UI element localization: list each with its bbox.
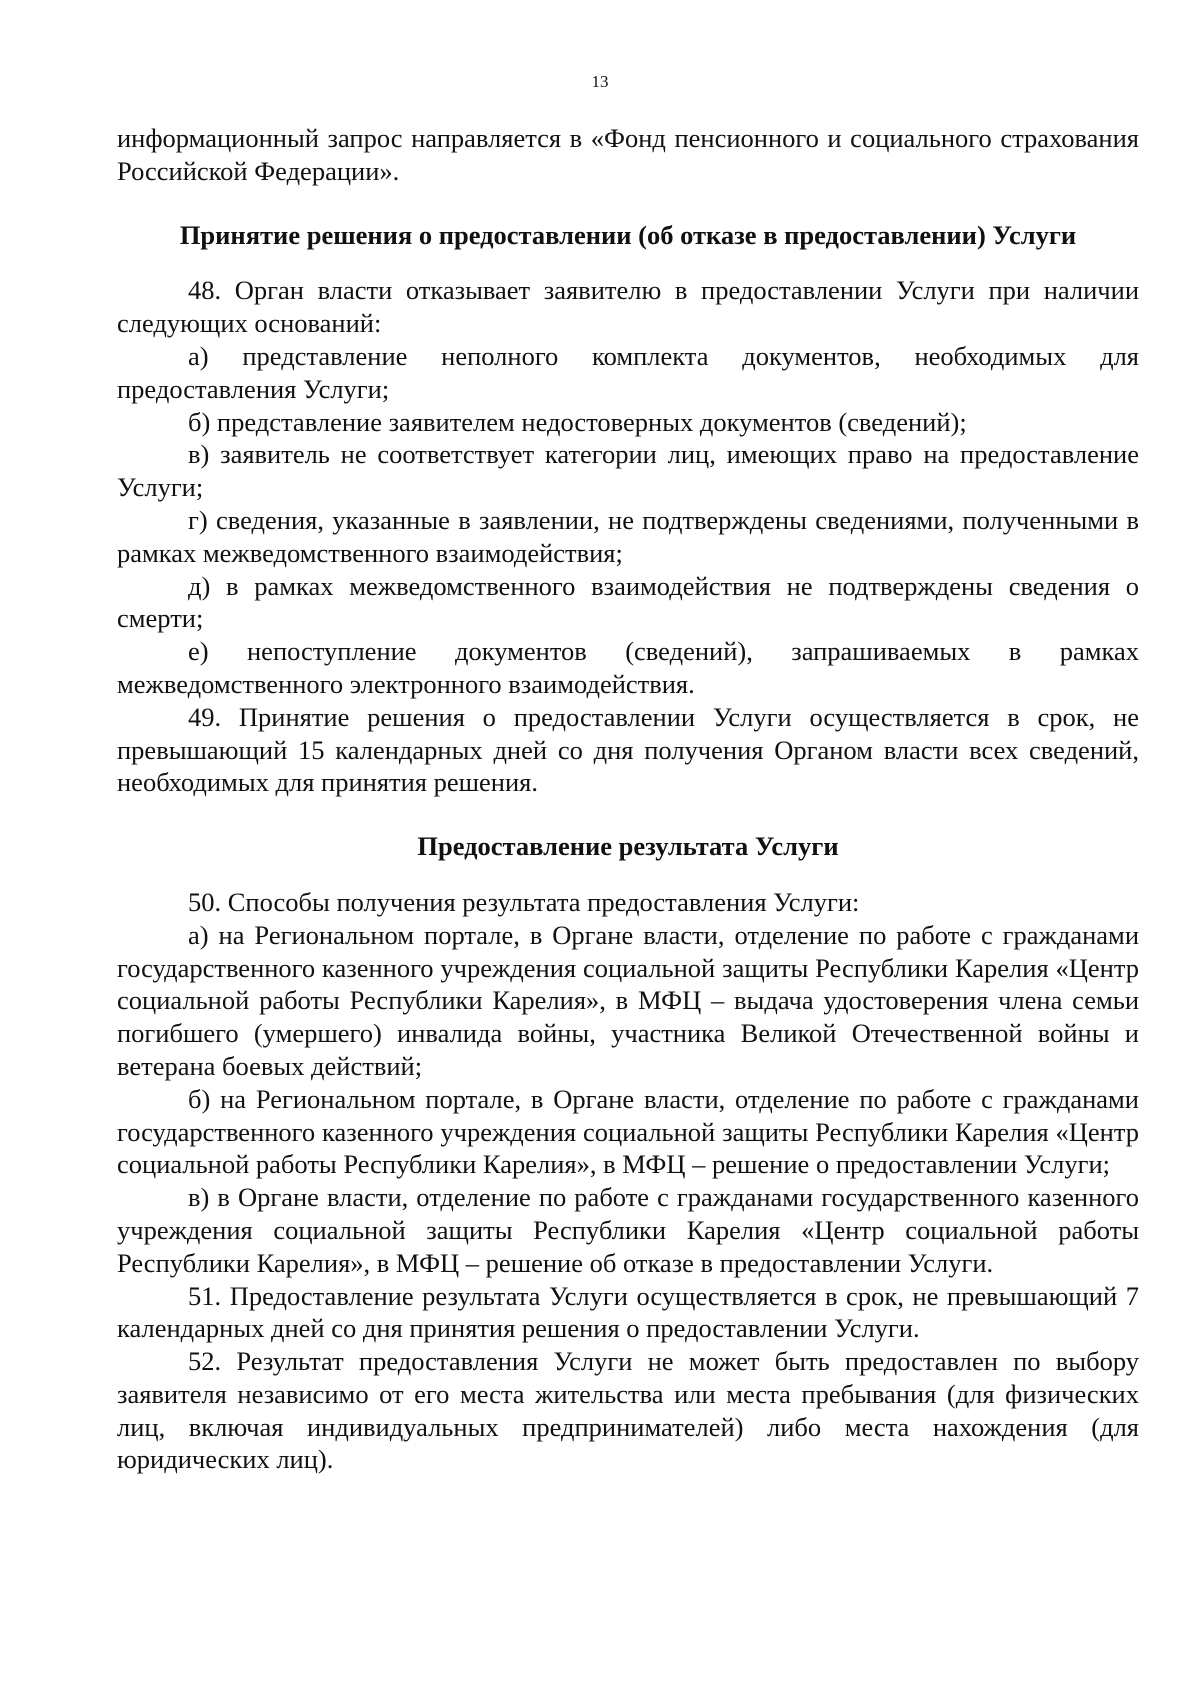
paragraph-48-g: г) сведения, указанные в заявлении, не подтверждены сведениями, полученными в рамках межведомственного взаимодействия;	[117, 504, 1139, 568]
paragraph-48-d: д) в рамках межведомственного взаимодействия не подтверждены сведения о смерти;	[117, 570, 1139, 634]
paragraph-48-b: б) представление заявителем недостоверных документов (сведений);	[188, 406, 967, 437]
paragraph-50-a: а) на Региональном портале, в Органе власти, отделение по работе с гражданами государственного казенного учреждения социальной защиты Республики Карелия «Центр социальной работы Республики Карелия», в МФЦ – выдача удостоверения члена семьи погибшего (умершего) инвалида войны, участника Великой Отечественной войны и ветерана боевых действий;	[117, 919, 1139, 1081]
page-number: 13	[591, 72, 609, 91]
spacer	[117, 799, 1139, 830]
section-heading-decision: Принятие решения о предоставлении (об отказе в предоставлении) Услуги	[179, 219, 1077, 250]
spacer	[117, 188, 1139, 219]
paragraph-50-v: в) в Органе власти, отделение по работе с гражданами государственного казенного учреждения социальной защиты Республики Карелия «Центр социальной работы Республики Карелия», в МФЦ – решение об отказе в предоставлении Услуги.	[117, 1182, 1139, 1278]
paragraph-50: 50. Способы получения результата предоставления Услуги:	[188, 886, 860, 917]
document-body	[117, 122, 1139, 1476]
spacer	[117, 251, 1139, 274]
paragraph-48-v: в) заявитель не соответствует категории лиц, имеющих право на предоставление Услуги;	[117, 439, 1139, 503]
paragraph-48-a: а) представление неполного комплекта документов, необходимых для предоставления Услуги;	[117, 340, 1139, 404]
intro-paragraph: информационный запрос направляется в «Фонд пенсионного и социального страхования Российской Федерации».	[117, 123, 1139, 186]
spacer	[117, 863, 1139, 886]
paragraph-48: 48. Орган власти отказывает заявителю в предоставлении Услуги при наличии следующих оснований:	[117, 275, 1139, 339]
paragraph-51: 51. Предоставление результата Услуги осуществляется в срок, не превышающий 7 календарных дней со дня принятия решения о предоставлении Услуги.	[117, 1280, 1139, 1344]
paragraph-52: 52. Результат предоставления Услуги не может быть предоставлен по выбору заявителя независимо от его места жительства или места пребывания (для физических лиц, включая индивидуальных предпринимателей) либо места нахождения (для юридических лиц).	[117, 1346, 1139, 1475]
section-heading-result: Предоставление результата Услуги	[417, 831, 839, 862]
paragraph-50-b: б) на Региональном портале, в Органе власти, отделение по работе с гражданами государственного казенного учреждения социальной защиты Республики Карелия «Центр социальной работы Республики Карелия», в МФЦ – решение о предоставлении Услуги;	[117, 1083, 1139, 1180]
paragraph-48-e: е) непоступление документов (сведений), запрашиваемых в рамках межведомственного электронного взаимодействия.	[117, 636, 1139, 699]
paragraph-49: 49. Принятие решения о предоставлении Услуги осуществляется в срок, не превышающий 15 календарных дней со дня получения Органом власти всех сведений, необходимых для принятия решения.	[117, 701, 1139, 798]
